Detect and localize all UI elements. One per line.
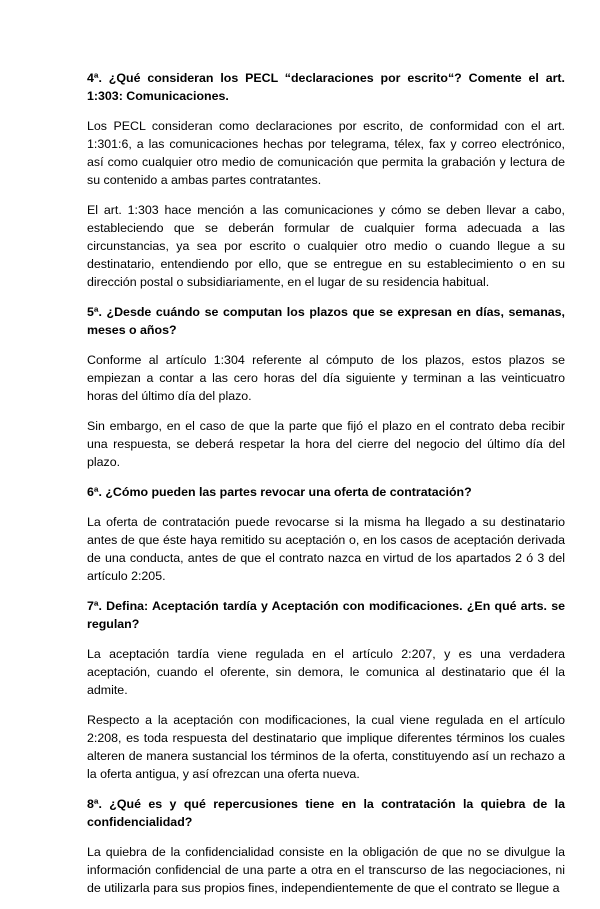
paragraph: La quiebra de la confidencialidad consiste en la obligación de que no se divulgue la información confidencial de una parte a otra en el transcurso de las negociaciones, ni de utilizarla para sus propios fines, independientemente de que el contrato se llegue a: [87, 845, 565, 895]
paragraph: Respecto a la aceptación con modificaciones, la cual viene regulada en el artículo 2:208, es toda respuesta del destinatario que implique diferentes términos los cuales alteren de manera sustancial los términos de la oferta, constituyendo así un rechazo a la oferta antigua, y así ofrezcan una oferta nueva.: [87, 713, 565, 781]
section-7: [87, 597, 565, 783]
section-6: [87, 483, 565, 585]
question-heading: 7ª. Defina: Aceptación tardía y Aceptación con modificaciones. ¿En qué arts. se regulan?: [87, 599, 565, 631]
question-heading: 6ª. ¿Cómo pueden las partes revocar una oferta de contratación?: [87, 485, 472, 499]
question-heading: 8ª. ¿Qué es y qué repercusiones tiene en la contratación la quiebra de la confidencialidad?: [87, 797, 565, 829]
paragraph: La aceptación tardía viene regulada en el artículo 2:207, y es una verdadera aceptación, cuando el oferente, sin demora, le comunica al destinatario que él la admite.: [87, 647, 565, 697]
paragraph: La oferta de contratación puede revocarse si la misma ha llegado a su destinatario antes de que éste haya remitido su aceptación o, en los casos de aceptación derivada de una conducta, antes de que el contrato nazca en virtud de los apartados 2 ó 3 del artículo 2:205.: [87, 515, 565, 583]
section-5: [87, 303, 565, 471]
paragraph: Conforme al artículo 1:304 referente al cómputo de los plazos, estos plazos se empiezan a contar a las cero horas del día siguiente y terminan a las veinticuatro horas del último día del plazo.: [87, 353, 565, 403]
document-body: [87, 69, 565, 909]
paragraph: Los PECL consideran como declaraciones por escrito, de conformidad con el art. 1:301:6, a las comunicaciones hechas por telegrama, télex, fax y correo electrónico, así como cualquier otro medio de comunicación que permita la grabación y lectura de su contenido a ambas partes contratantes.: [87, 119, 565, 187]
question-heading: 5ª. ¿Desde cuándo se computan los plazos que se expresan en días, semanas, meses o años?: [87, 305, 565, 337]
section-8: [87, 795, 565, 897]
paragraph: El art. 1:303 hace mención a las comunicaciones y cómo se deben llevar a cabo, estableciendo que se deberán formular de cualquier forma adecuada a las circunstancias, ya sea por escrito o cualquier otro medio o cuando llegue a su destinatario, entendiendo por ello, que se entregue en su establecimiento o en su dirección postal o subsidiariamente, en el lugar de su residencia habitual.: [87, 203, 565, 289]
question-heading: 4ª. ¿Qué consideran los PECL “declaraciones por escrito“? Comente el art. 1:303: Comunicaciones.: [87, 71, 565, 103]
section-4: [87, 69, 565, 291]
paragraph: Sin embargo, en el caso de que la parte que fijó el plazo en el contrato deba recibir una respuesta, se deberá respetar la hora del cierre del negocio del último día del plazo.: [87, 419, 565, 469]
